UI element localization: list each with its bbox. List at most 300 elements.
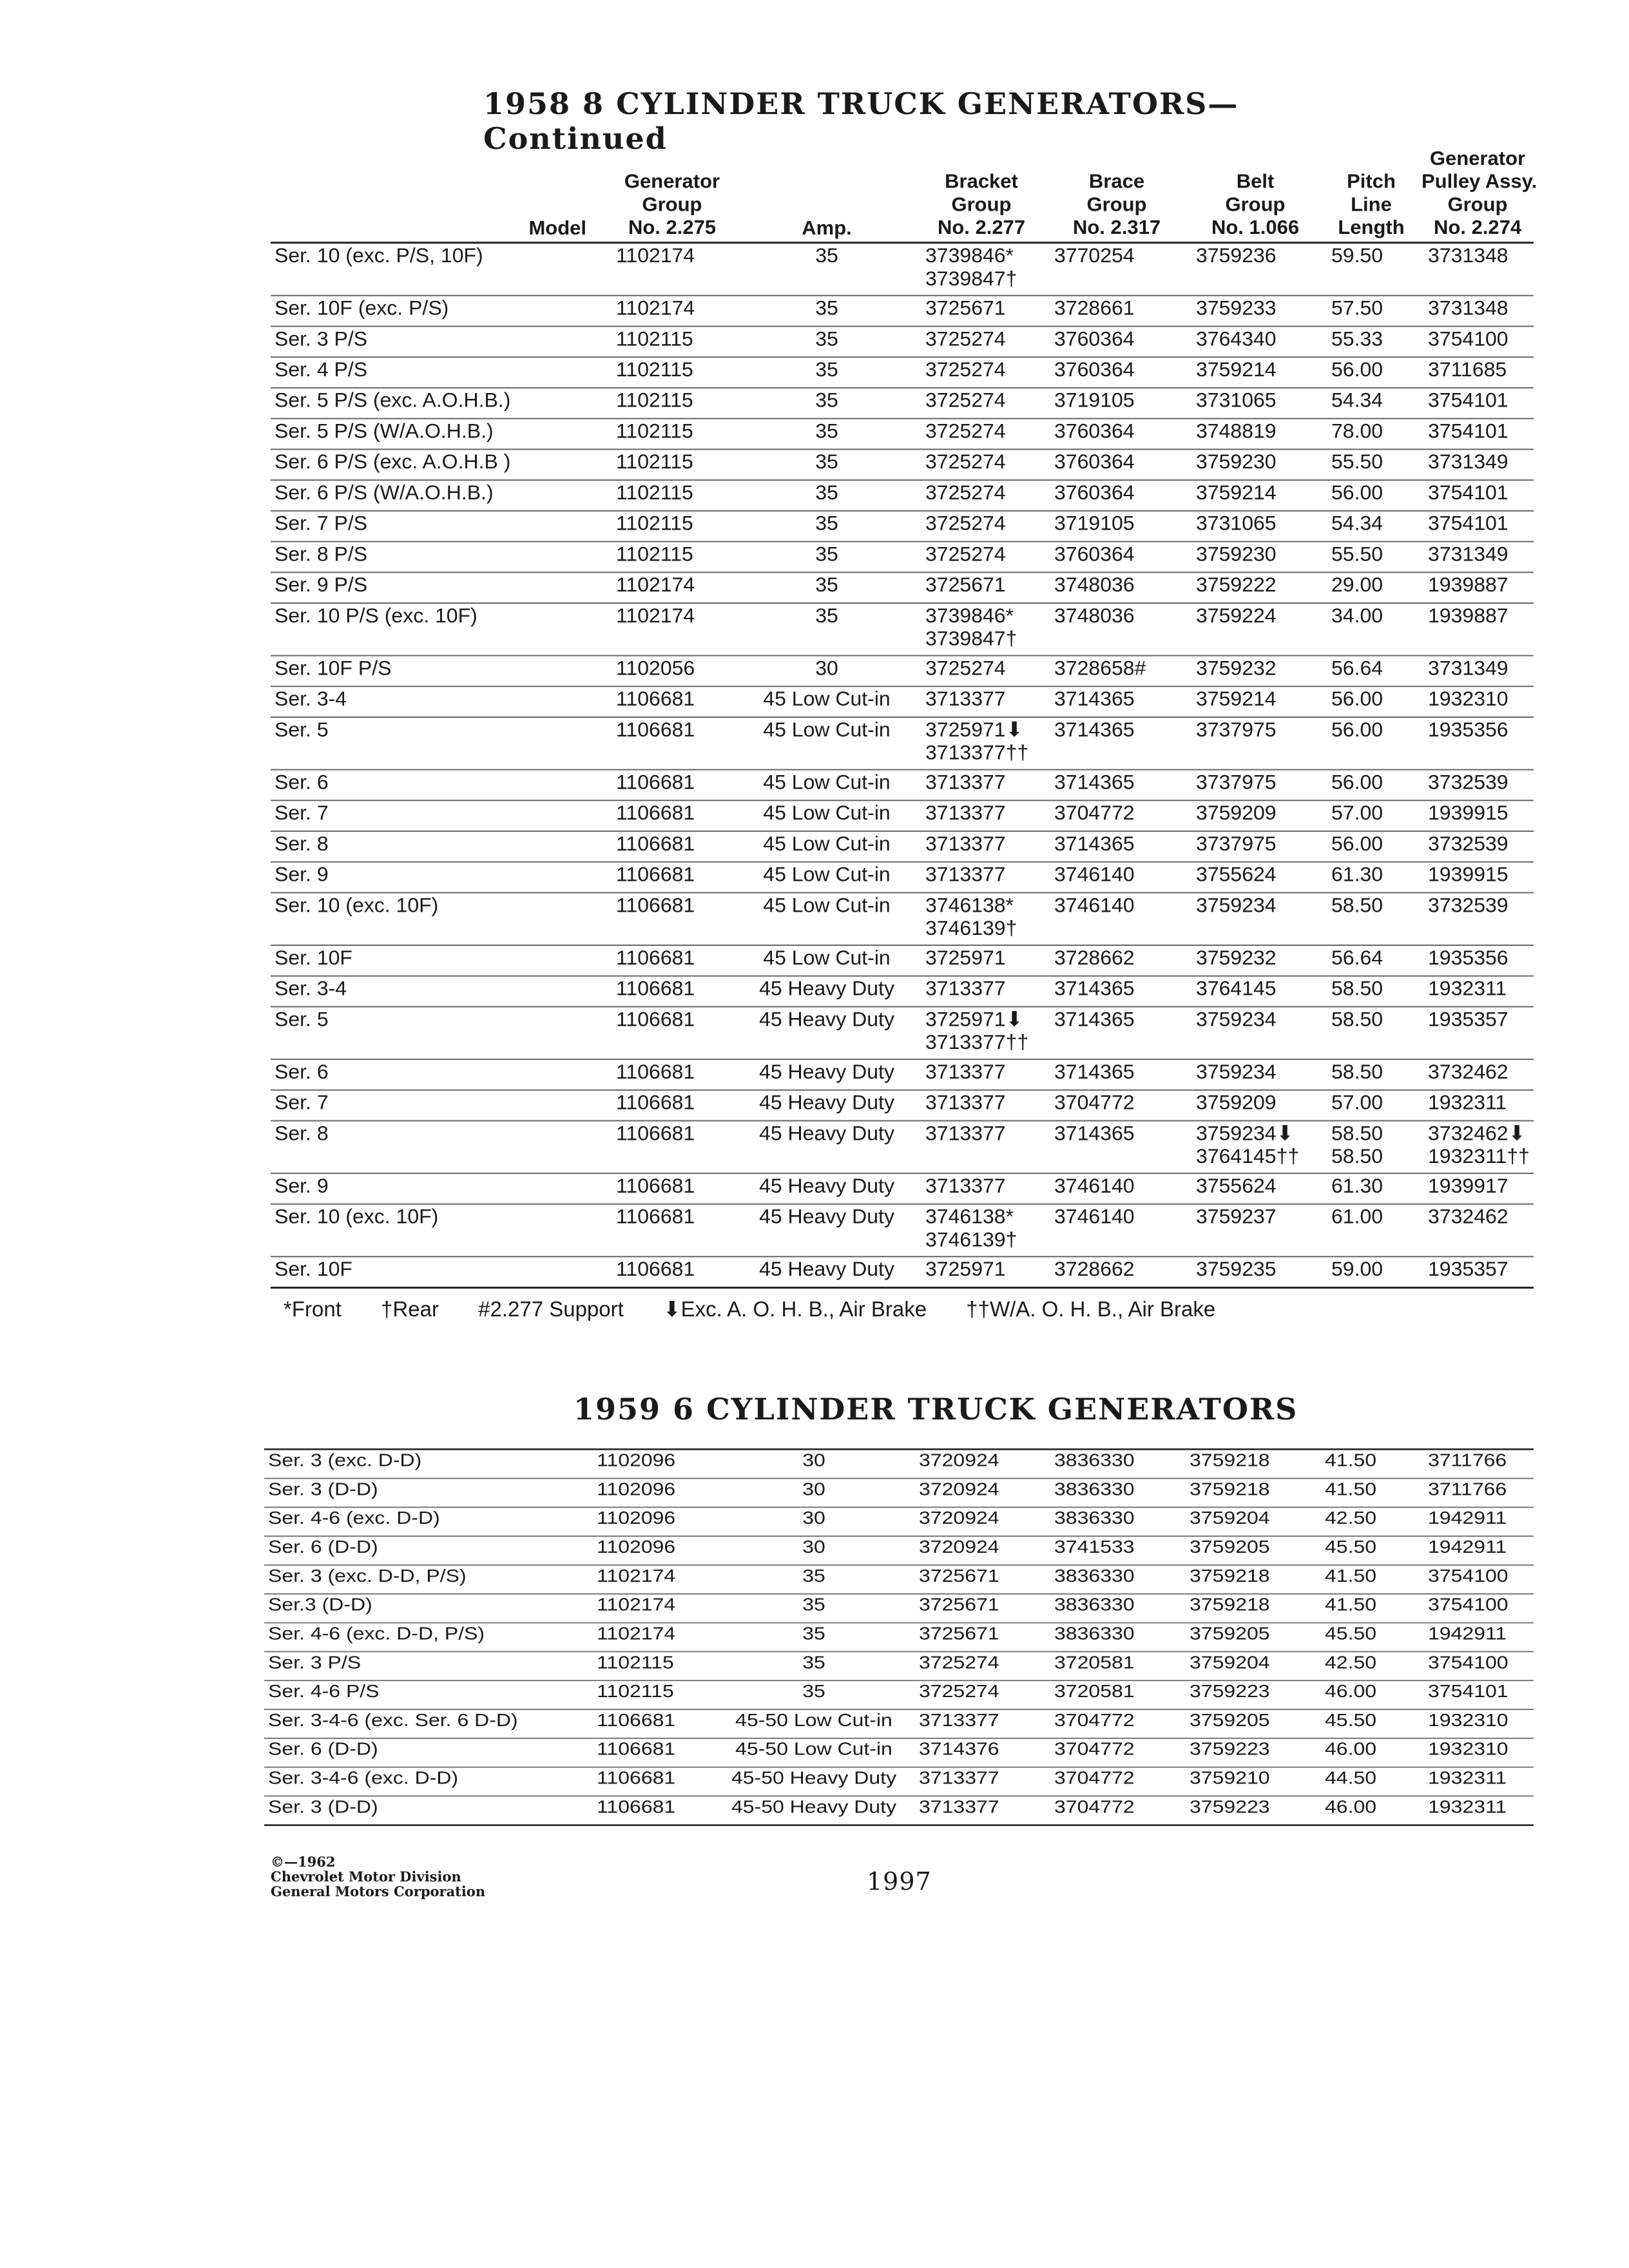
section-title-1958: 1958 8 CYLINDER TRUCK GENERATORS—Continued — [483, 86, 1239, 156]
table-row — [264, 1651, 1534, 1680]
cell-pulley: 3731349 — [1418, 449, 1534, 480]
cell-bracket: 3720924 — [909, 1536, 1044, 1565]
table-row — [264, 1594, 1534, 1623]
cell-pulley: 1935357 — [1418, 1006, 1534, 1059]
table-row — [271, 976, 1534, 1007]
cell-belt: 3764145 — [1186, 976, 1321, 1007]
header-model: Model — [271, 147, 606, 243]
cell-belt: 3759222 — [1186, 572, 1321, 603]
cell-belt: 3755624 — [1186, 862, 1321, 893]
header-amp: Amp. — [735, 147, 915, 243]
cell-pulley: 1935357 — [1418, 1256, 1534, 1287]
table-row — [271, 326, 1534, 357]
cell-brace: 3728661 — [1044, 296, 1186, 327]
cell-brace: 3704772 — [1044, 1090, 1186, 1121]
copyright-block: ©—1962 Chevrolet Motor Division General Motors Corporation — [271, 1854, 486, 1899]
header-generator: Generator Group No. 2.275 — [606, 147, 735, 243]
cell-amp: 35 — [735, 511, 915, 542]
cell-pulley: 1939917 — [1418, 1173, 1534, 1204]
cell-model: Ser. 3 (exc. D-D) — [264, 1449, 586, 1478]
cell-brace: 3728662 — [1044, 1256, 1186, 1287]
cell-gen: 1106681 — [606, 892, 735, 945]
cell-model: Ser. 5 P/S (W/A.O.H.B.) — [271, 419, 606, 450]
cell-bracket: 3713377 — [915, 1090, 1044, 1121]
cell-pitch: 61.30 — [1321, 862, 1418, 893]
cell-bracket: 3713377 — [915, 800, 1044, 831]
cell-pulley: 3754101 — [1418, 1680, 1534, 1709]
cell-amp: 35 — [735, 603, 915, 656]
cell-pulley: 1935356 — [1418, 945, 1534, 976]
cell-bracket: 3725971 — [915, 1256, 1044, 1287]
cell-bracket: 3713377 — [915, 831, 1044, 862]
cell-gen: 1106681 — [606, 1173, 735, 1204]
table-row — [271, 1006, 1534, 1059]
cell-gen: 1102115 — [606, 449, 735, 480]
cell-belt: 3759205 — [1179, 1709, 1315, 1738]
cell-model: Ser. 8 — [271, 1120, 606, 1173]
cell-amp: 45 Heavy Duty — [735, 1204, 915, 1257]
cell-bracket: 3725274 — [909, 1680, 1044, 1709]
cell-pitch: 56.64 — [1321, 945, 1418, 976]
cell-bracket: 3713377 — [915, 1059, 1044, 1090]
cell-pitch: 45.50 — [1315, 1623, 1418, 1652]
cell-amp: 45 Heavy Duty — [735, 1120, 915, 1173]
cell-belt: 3759230 — [1186, 542, 1321, 573]
cell-model: Ser. 3 P/S — [264, 1651, 586, 1680]
table-row — [271, 449, 1534, 480]
cell-gen: 1106681 — [586, 1738, 715, 1767]
table-row — [271, 770, 1534, 801]
cell-brace: 3714365 — [1044, 976, 1186, 1007]
table-row — [264, 1479, 1534, 1508]
cell-amp: 45-50 Low Cut-in — [715, 1709, 909, 1738]
cell-brace: 3836330 — [1044, 1565, 1179, 1594]
table-row — [271, 800, 1534, 831]
cell-amp: 45 Low Cut-in — [735, 862, 915, 893]
cell-belt: 3759230 — [1186, 449, 1321, 480]
cell-brace: 3836330 — [1044, 1479, 1179, 1508]
cell-amp: 30 — [715, 1449, 909, 1478]
cell-brace: 3720581 — [1044, 1651, 1179, 1680]
cell-model: Ser. 10F — [271, 945, 606, 976]
cell-gen: 1102115 — [606, 326, 735, 357]
cell-bracket: 3725274 — [915, 511, 1044, 542]
cell-brace: 3760364 — [1044, 326, 1186, 357]
cell-pulley: 1932311 — [1418, 1767, 1534, 1796]
cell-amp: 45 Low Cut-in — [735, 770, 915, 801]
table-row — [271, 542, 1534, 573]
cell-pitch: 41.50 — [1315, 1479, 1418, 1508]
cell-bracket: 3713377 — [915, 1120, 1044, 1173]
cell-pulley: 1932311 — [1418, 1796, 1534, 1825]
cell-belt: 3759214 — [1186, 480, 1321, 511]
cell-model: Ser. 10F (exc. P/S) — [271, 296, 606, 327]
cell-belt: 3737975 — [1186, 770, 1321, 801]
cell-model: Ser. 10F P/S — [271, 656, 606, 687]
cell-brace: 3746140 — [1044, 892, 1186, 945]
cell-model: Ser. 9 — [271, 1173, 606, 1204]
cell-model: Ser. 4-6 (exc. D-D, P/S) — [264, 1623, 586, 1652]
cell-model: Ser. 10F — [271, 1256, 606, 1287]
cell-gen: 1106681 — [606, 1204, 735, 1257]
cell-gen: 1102115 — [606, 542, 735, 573]
cell-pulley: 3754100 — [1418, 1565, 1534, 1594]
cell-pulley: 3711766 — [1418, 1479, 1534, 1508]
cell-pitch: 61.00 — [1321, 1204, 1418, 1257]
cell-bracket: 3713377 — [915, 770, 1044, 801]
cell-brace: 3704772 — [1044, 1767, 1179, 1796]
cell-model: Ser. 5 P/S (exc. A.O.H.B.) — [271, 388, 606, 419]
cell-belt: 3759224 — [1186, 603, 1321, 656]
table-row — [271, 831, 1534, 862]
cell-bracket: 3725274 — [915, 542, 1044, 573]
table-row — [264, 1796, 1534, 1825]
cell-gen: 1106681 — [606, 1006, 735, 1059]
cell-amp: 45-50 Heavy Duty — [715, 1767, 909, 1796]
cell-brace: 3728662 — [1044, 945, 1186, 976]
cell-pulley: 1942911 — [1418, 1623, 1534, 1652]
table-row — [271, 243, 1534, 296]
cell-model: Ser. 9 — [271, 862, 606, 893]
cell-gen: 1106681 — [606, 686, 735, 717]
cell-pitch: 41.50 — [1315, 1594, 1418, 1623]
cell-amp: 35 — [735, 572, 915, 603]
cell-brace: 3714365 — [1044, 1120, 1186, 1173]
cell-model: Ser. 10 P/S (exc. 10F) — [271, 603, 606, 656]
cell-amp: 30 — [735, 656, 915, 687]
cell-belt: 3759232 — [1186, 656, 1321, 687]
footnotes — [284, 1296, 1249, 1321]
cell-pulley: 3754101 — [1418, 419, 1534, 450]
cell-pitch: 56.64 — [1321, 656, 1418, 687]
cell-belt: 3759218 — [1179, 1449, 1315, 1478]
cell-gen: 1106681 — [606, 1120, 735, 1173]
cell-pitch: 55.33 — [1321, 326, 1418, 357]
cell-model: Ser. 10 (exc. P/S, 10F) — [271, 243, 606, 296]
cell-belt: 3759223 — [1179, 1796, 1315, 1825]
table-row — [271, 1256, 1534, 1287]
cell-belt: 3759218 — [1179, 1594, 1315, 1623]
section-title-1959: 1959 6 CYLINDER TRUCK GENERATORS — [574, 1392, 1298, 1427]
cell-gen: 1106681 — [606, 770, 735, 801]
cell-pitch: 61.30 — [1321, 1173, 1418, 1204]
cell-amp: 45-50 Heavy Duty — [715, 1796, 909, 1825]
cell-pitch: 41.50 — [1315, 1565, 1418, 1594]
cell-amp: 35 — [715, 1565, 909, 1594]
table-row — [271, 1090, 1534, 1121]
cell-brace: 3836330 — [1044, 1507, 1179, 1536]
cell-bracket: 3725671 — [915, 296, 1044, 327]
cell-amp: 45 Low Cut-in — [735, 800, 915, 831]
cell-bracket: 3725971⬇ 3713377†† — [915, 717, 1044, 770]
cell-model: Ser. 5 — [271, 1006, 606, 1059]
cell-brace: 3741533 — [1044, 1536, 1179, 1565]
table-row — [271, 686, 1534, 717]
cell-model: Ser.3 (D-D) — [264, 1594, 586, 1623]
cell-pitch: 42.50 — [1315, 1651, 1418, 1680]
cell-brace: 3748036 — [1044, 572, 1186, 603]
cell-gen: 1102115 — [606, 388, 735, 419]
table-row — [264, 1565, 1534, 1594]
cell-bracket: 3746138* 3746139† — [915, 1204, 1044, 1257]
cell-brace: 3770254 — [1044, 243, 1186, 296]
cell-brace: 3746140 — [1044, 862, 1186, 893]
cell-belt: 3731065 — [1186, 511, 1321, 542]
table-row — [264, 1680, 1534, 1709]
cell-pulley: 1942911 — [1418, 1507, 1534, 1536]
cell-gen: 1106681 — [606, 976, 735, 1007]
cell-model: Ser. 10 (exc. 10F) — [271, 1204, 606, 1257]
cell-bracket: 3725671 — [909, 1565, 1044, 1594]
cell-brace: 3704772 — [1044, 1738, 1179, 1767]
cell-brace: 3714365 — [1044, 770, 1186, 801]
cell-model: Ser. 3 (D-D) — [264, 1479, 586, 1508]
table-row — [264, 1767, 1534, 1796]
cell-brace: 3760364 — [1044, 480, 1186, 511]
cell-belt: 3759214 — [1186, 686, 1321, 717]
cell-bracket: 3725274 — [915, 357, 1044, 388]
cell-pitch: 45.50 — [1315, 1709, 1418, 1738]
cell-bracket: 3725274 — [915, 449, 1044, 480]
cell-pulley: 1932310 — [1418, 686, 1534, 717]
cell-belt: 3759233 — [1186, 296, 1321, 327]
cell-brace: 3760364 — [1044, 449, 1186, 480]
cell-gen: 1106681 — [586, 1796, 715, 1825]
cell-pitch: 54.34 — [1321, 388, 1418, 419]
cell-amp: 35 — [715, 1623, 909, 1652]
cell-pulley: 3754100 — [1418, 326, 1534, 357]
cell-amp: 35 — [735, 326, 915, 357]
cell-amp: 35 — [735, 419, 915, 450]
cell-amp: 35 — [715, 1594, 909, 1623]
cell-belt: 3759204 — [1179, 1507, 1315, 1536]
cell-bracket: 3725274 — [915, 656, 1044, 687]
cell-gen: 1102174 — [586, 1623, 715, 1652]
cell-belt: 3759232 — [1186, 945, 1321, 976]
cell-pulley: 1939915 — [1418, 800, 1534, 831]
cell-gen: 1102115 — [586, 1680, 715, 1709]
cell-belt: 3759234⬇ 3764145†† — [1186, 1120, 1321, 1173]
cell-amp: 45 Low Cut-in — [735, 945, 915, 976]
cell-amp: 30 — [715, 1536, 909, 1565]
cell-pulley: 3731348 — [1418, 296, 1534, 327]
cell-brace: 3704772 — [1044, 800, 1186, 831]
cell-pitch: 44.50 — [1315, 1767, 1418, 1796]
cell-model: Ser. 6 P/S (exc. A.O.H.B ) — [271, 449, 606, 480]
cell-bracket: 3713377 — [909, 1796, 1044, 1825]
cell-amp: 35 — [735, 243, 915, 296]
cell-brace: 3746140 — [1044, 1173, 1186, 1204]
footnote-w-aohb: ††W/A. O. H. B., Air Brake — [966, 1297, 1216, 1321]
cell-pitch: 56.00 — [1321, 686, 1418, 717]
cell-bracket: 3725671 — [909, 1623, 1044, 1652]
cell-belt: 3737975 — [1186, 831, 1321, 862]
cell-pulley: 1939887 — [1418, 572, 1534, 603]
cell-gen: 1102174 — [586, 1594, 715, 1623]
cell-gen: 1106681 — [606, 945, 735, 976]
cell-bracket: 3725971⬇ 3713377†† — [915, 1006, 1044, 1059]
cell-pitch: 57.00 — [1321, 800, 1418, 831]
cell-gen: 1106681 — [606, 1090, 735, 1121]
cell-pitch: 59.00 — [1321, 1256, 1418, 1287]
table-row — [271, 296, 1534, 327]
cell-amp: 35 — [735, 480, 915, 511]
cell-model: Ser. 10 (exc. 10F) — [271, 892, 606, 945]
cell-belt: 3759218 — [1179, 1479, 1315, 1508]
table-row — [271, 357, 1534, 388]
cell-gen: 1102174 — [606, 603, 735, 656]
cell-brace: 3760364 — [1044, 542, 1186, 573]
cell-gen: 1102115 — [606, 357, 735, 388]
cell-pitch: 42.50 — [1315, 1507, 1418, 1536]
cell-bracket: 3714376 — [909, 1738, 1044, 1767]
cell-amp: 35 — [735, 388, 915, 419]
cell-gen: 1102115 — [606, 419, 735, 450]
cell-brace: 3714365 — [1044, 717, 1186, 770]
cell-belt: 3759209 — [1186, 1090, 1321, 1121]
cell-gen: 1106681 — [606, 717, 735, 770]
cell-gen: 1102096 — [586, 1479, 715, 1508]
cell-brace: 3728658# — [1044, 656, 1186, 687]
cell-pulley: 1942911 — [1418, 1536, 1534, 1565]
cell-bracket: 3713377 — [915, 976, 1044, 1007]
generators-1958-table — [271, 147, 1537, 1289]
cell-brace: 3760364 — [1044, 419, 1186, 450]
cell-belt: 3759218 — [1179, 1565, 1315, 1594]
cell-model: Ser. 3-4-6 (exc. D-D) — [264, 1767, 586, 1796]
cell-amp: 45 Heavy Duty — [735, 976, 915, 1007]
cell-brace: 3748036 — [1044, 603, 1186, 656]
cell-pulley: 1932311 — [1418, 976, 1534, 1007]
cell-pitch: 56.00 — [1321, 480, 1418, 511]
cell-belt: 3764340 — [1186, 326, 1321, 357]
cell-gen: 1106681 — [586, 1767, 715, 1796]
cell-brace: 3714365 — [1044, 686, 1186, 717]
cell-brace: 3714365 — [1044, 1059, 1186, 1090]
cell-pulley: 3711685 — [1418, 357, 1534, 388]
table-row — [271, 388, 1534, 419]
cell-model: Ser. 3-4 — [271, 976, 606, 1007]
cell-amp: 45 Heavy Duty — [735, 1173, 915, 1204]
cell-brace: 3704772 — [1044, 1709, 1179, 1738]
table-row — [271, 480, 1534, 511]
cell-amp: 45 Heavy Duty — [735, 1059, 915, 1090]
cell-pitch: 41.50 — [1315, 1449, 1418, 1478]
cell-pitch: 57.50 — [1321, 296, 1418, 327]
cell-pitch: 46.00 — [1315, 1680, 1418, 1709]
cell-model: Ser. 3 P/S — [271, 326, 606, 357]
cell-pulley: 3731348 — [1418, 243, 1534, 296]
cell-amp: 30 — [715, 1507, 909, 1536]
cell-amp: 45 Low Cut-in — [735, 686, 915, 717]
cell-amp: 35 — [735, 449, 915, 480]
cell-pulley: 3731349 — [1418, 542, 1534, 573]
header-pitch: Pitch Line Length — [1321, 147, 1418, 243]
cell-belt: 3759237 — [1186, 1204, 1321, 1257]
table-row — [271, 717, 1534, 770]
cell-gen: 1102174 — [606, 296, 735, 327]
cell-pitch: 55.50 — [1321, 542, 1418, 573]
cell-gen: 1106681 — [606, 800, 735, 831]
cell-pulley: 1935356 — [1418, 717, 1534, 770]
cell-pulley: 1939915 — [1418, 862, 1534, 893]
cell-model: Ser. 8 P/S — [271, 542, 606, 573]
cell-amp: 35 — [715, 1651, 909, 1680]
cell-model: Ser. 8 — [271, 831, 606, 862]
table-row — [271, 511, 1534, 542]
cell-brace: 3836330 — [1044, 1623, 1179, 1652]
table-row — [271, 945, 1534, 976]
cell-belt: 3759205 — [1179, 1536, 1315, 1565]
cell-pulley: 3732539 — [1418, 892, 1534, 945]
cell-belt: 3759210 — [1179, 1767, 1315, 1796]
cell-pitch: 56.00 — [1321, 717, 1418, 770]
cell-amp: 45 Heavy Duty — [735, 1256, 915, 1287]
cell-pitch: 59.50 — [1321, 243, 1418, 296]
table-row — [264, 1507, 1534, 1536]
cell-amp: 35 — [715, 1680, 909, 1709]
cell-pitch: 56.00 — [1321, 770, 1418, 801]
cell-pulley: 3754101 — [1418, 480, 1534, 511]
cell-bracket: 3739846* 3739847† — [915, 243, 1044, 296]
cell-belt: 3759234 — [1186, 1059, 1321, 1090]
cell-amp: 45 Low Cut-in — [735, 717, 915, 770]
cell-pitch: 56.00 — [1321, 357, 1418, 388]
cell-belt: 3731065 — [1186, 388, 1321, 419]
cell-model: Ser. 4-6 P/S — [264, 1680, 586, 1709]
table-row — [264, 1709, 1534, 1738]
cell-gen: 1106681 — [586, 1709, 715, 1738]
cell-bracket: 3713377 — [915, 862, 1044, 893]
cell-amp: 35 — [735, 296, 915, 327]
cell-gen: 1106681 — [606, 831, 735, 862]
cell-belt: 3759234 — [1186, 892, 1321, 945]
cell-pulley: 1932310 — [1418, 1709, 1534, 1738]
header-bracket: Bracket Group No. 2.277 — [915, 147, 1044, 243]
cell-bracket: 3713377 — [909, 1767, 1044, 1796]
cell-pulley: 3754100 — [1418, 1594, 1534, 1623]
cell-model: Ser. 6 — [271, 770, 606, 801]
cell-model: Ser. 6 (D-D) — [264, 1738, 586, 1767]
table-row — [264, 1738, 1534, 1767]
cell-gen: 1102115 — [606, 480, 735, 511]
cell-bracket: 3720924 — [909, 1507, 1044, 1536]
cell-brace: 3719105 — [1044, 388, 1186, 419]
cell-gen: 1102096 — [586, 1449, 715, 1478]
cell-belt: 3759223 — [1179, 1680, 1315, 1709]
cell-bracket: 3739846* 3739847† — [915, 603, 1044, 656]
footnote-rear: †Rear — [381, 1297, 439, 1321]
cell-bracket: 3725274 — [915, 419, 1044, 450]
cell-belt: 3759205 — [1179, 1623, 1315, 1652]
header-brace: Brace Group No. 2.317 — [1044, 147, 1186, 243]
table-row — [264, 1623, 1534, 1652]
cell-model: Ser. 6 — [271, 1059, 606, 1090]
cell-amp: 35 — [735, 357, 915, 388]
cell-model: Ser. 7 — [271, 1090, 606, 1121]
cell-bracket: 3725274 — [915, 326, 1044, 357]
cell-bracket: 3725671 — [915, 572, 1044, 603]
cell-pulley: 3732462⬇ 1932311†† — [1418, 1120, 1534, 1173]
cell-gen: 1102115 — [586, 1651, 715, 1680]
cell-pitch: 45.50 — [1315, 1536, 1418, 1565]
cell-model: Ser. 5 — [271, 717, 606, 770]
table-row — [264, 1536, 1534, 1565]
cell-pulley: 1939887 — [1418, 603, 1534, 656]
cell-pulley: 1932311 — [1418, 1090, 1534, 1121]
cell-pitch: 46.00 — [1315, 1796, 1418, 1825]
cell-model: Ser. 7 — [271, 800, 606, 831]
